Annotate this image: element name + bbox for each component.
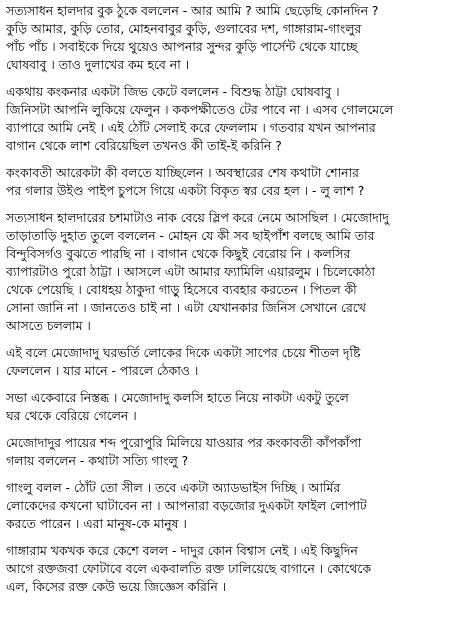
text-line: সত্যসাধন হালদারের চশমাটাও নাক বেয়ে স্লিপ করে নেমে আসছিল । মেজোদাদু xyxy=(6,210,389,225)
text-line: সত্যসাধন হালদার বুক ঠুকে বললেন - আর আমি ? আমি ছেড়েছি কোনদিন ? xyxy=(6,3,379,18)
text-line: আসতে চললাম । xyxy=(6,318,91,333)
text-line: ফেললেন । যার মানে - পারলে ঠেকাও । xyxy=(6,363,199,378)
text-line: এই বলে মেজোদাদু ঘরভর্তি লোকের দিকে একটা সাপের চেয়ে শীতল দৃষ্টি xyxy=(6,345,361,360)
text-line: তাড়াতাড়ি দুহাত তুলে বললেন - মোহন যে কী সব ছাইপাঁশ বলছে আমি তার xyxy=(6,228,375,243)
text-line: জিনিসটা আপনি লুকিয়ে ফেলুন । ককপক্ষীতেও টের পাবে না । এসব গোলমেলে xyxy=(6,102,394,117)
text-line: গাঙ্গারাম খকখক করে কেশে বলল - দাদুর কোন বিশ্বাস নেই । এই কিছুদিন xyxy=(6,543,358,558)
text-line: সোনা জানি না । জানতেও চাই না । এটা যেখানকার জিনিস সেখানে রেখে xyxy=(6,300,366,315)
text-line: ঘোষবাবু । তাও দুলাখের কম হবে না । xyxy=(6,57,190,72)
paragraph-4 xyxy=(6,209,450,335)
text-line: পর গলার উইণ্ড পাইপ চুপসে গিয়ে একটা বিকৃত স্বর বের হল । - লু লাশ ? xyxy=(6,183,365,198)
paragraph-1 xyxy=(6,2,450,74)
paragraph-8 xyxy=(6,479,450,533)
text-line: করতে পারেন । এরা মানুষ-কে মানুষ । xyxy=(6,516,187,531)
text-line: একথায় কংকনার একটা জিভ কেটে বললেন - বিশুদ্ধ ঠাট্টা ঘোষবাবু । xyxy=(6,84,340,99)
text-line: পাঁচ পাঁচ । সবাইকে দিয়ে থুয়েও আপনার সুন্দর কুড়ি পার্সেন্ট থেকে যাচ্ছে xyxy=(6,39,358,54)
paragraph-6 xyxy=(6,389,450,425)
text-line: ব্যাপারটাও পুরো ঠাট্টা । আসলে এটা আমার ফ্যামিলি এয়ারলুম । চিলেকোঠা xyxy=(6,264,375,279)
text-line: মেজোদাদুর পায়ের শব্দ পুরোপুরি মিলিয়ে যাওয়ার পর কংকাবতী কাঁপকাঁপা xyxy=(6,435,362,450)
text-line: ঘর থেকে বেরিয়ে গেলেন । xyxy=(6,408,137,423)
text-line: থেকে পেয়েছি । বোধহয় ঠাকুদা গাড়ু হিসেবে ব্যবহার করতেন । পিতল কী xyxy=(6,282,357,297)
paragraph-3 xyxy=(6,164,450,200)
paragraph-9 xyxy=(6,542,450,596)
paragraph-7 xyxy=(6,434,450,470)
paragraph-5 xyxy=(6,344,450,380)
text-line: ব্যাপারে আমি নেই । এই ঠোঁট সেলাই করে ফেললাম । গতবার যখন আপনার xyxy=(6,120,376,135)
text-line: বাগান থেকে লাশ বেরিয়েছিল তখনও কী তাই-ই করিনি ? xyxy=(6,138,282,153)
text-line: সভা একেবারে নিস্তব্ধ । মেজোদাদু কলসি হাতে নিয়ে নাকটা একটু তুলে xyxy=(6,390,349,405)
text-line: লোকেদের কখনো ঘাটাবেন না । আপনারা বড়জোর দুএকটা ফাইল লোপাট xyxy=(6,498,367,513)
text-line: আগে রক্তজবা ফোটাবে বলে একবালতি রক্ত ঢালিয়েছে বাগানে । কোথেকে xyxy=(6,561,372,576)
text-line: গলায় বললেন - কথাটা সত্যি গাংলু ? xyxy=(6,453,189,468)
text-line: বিন্দুবিসর্গও বুঝতে পারছি না । বাগান থেকে কিছুই বেরোয় নি । কলসির xyxy=(6,246,351,261)
text-line: এল, কিসের রক্ত কেউ ভয়ে জিজ্ঞেস করিনি । xyxy=(6,579,227,594)
text-line: কংকাবতী আরেকটা কী বলতে যাচ্ছিলেন । অবস্থারের শেষ কথাটা শোনার xyxy=(6,165,359,180)
text-line: কুড়ি আমার, কুড়ি তোর, মোহনবাবুর কুড়ি, গুলাবের দশ, গাঙ্গারাম-গাংলুর xyxy=(6,21,362,36)
text-line: গাংলু বলল - ঠোঁট তো সীল । তবে একটা অ্যাডভাইস দিচ্ছি । আর্মির xyxy=(6,480,341,495)
paragraph-2 xyxy=(6,83,450,155)
